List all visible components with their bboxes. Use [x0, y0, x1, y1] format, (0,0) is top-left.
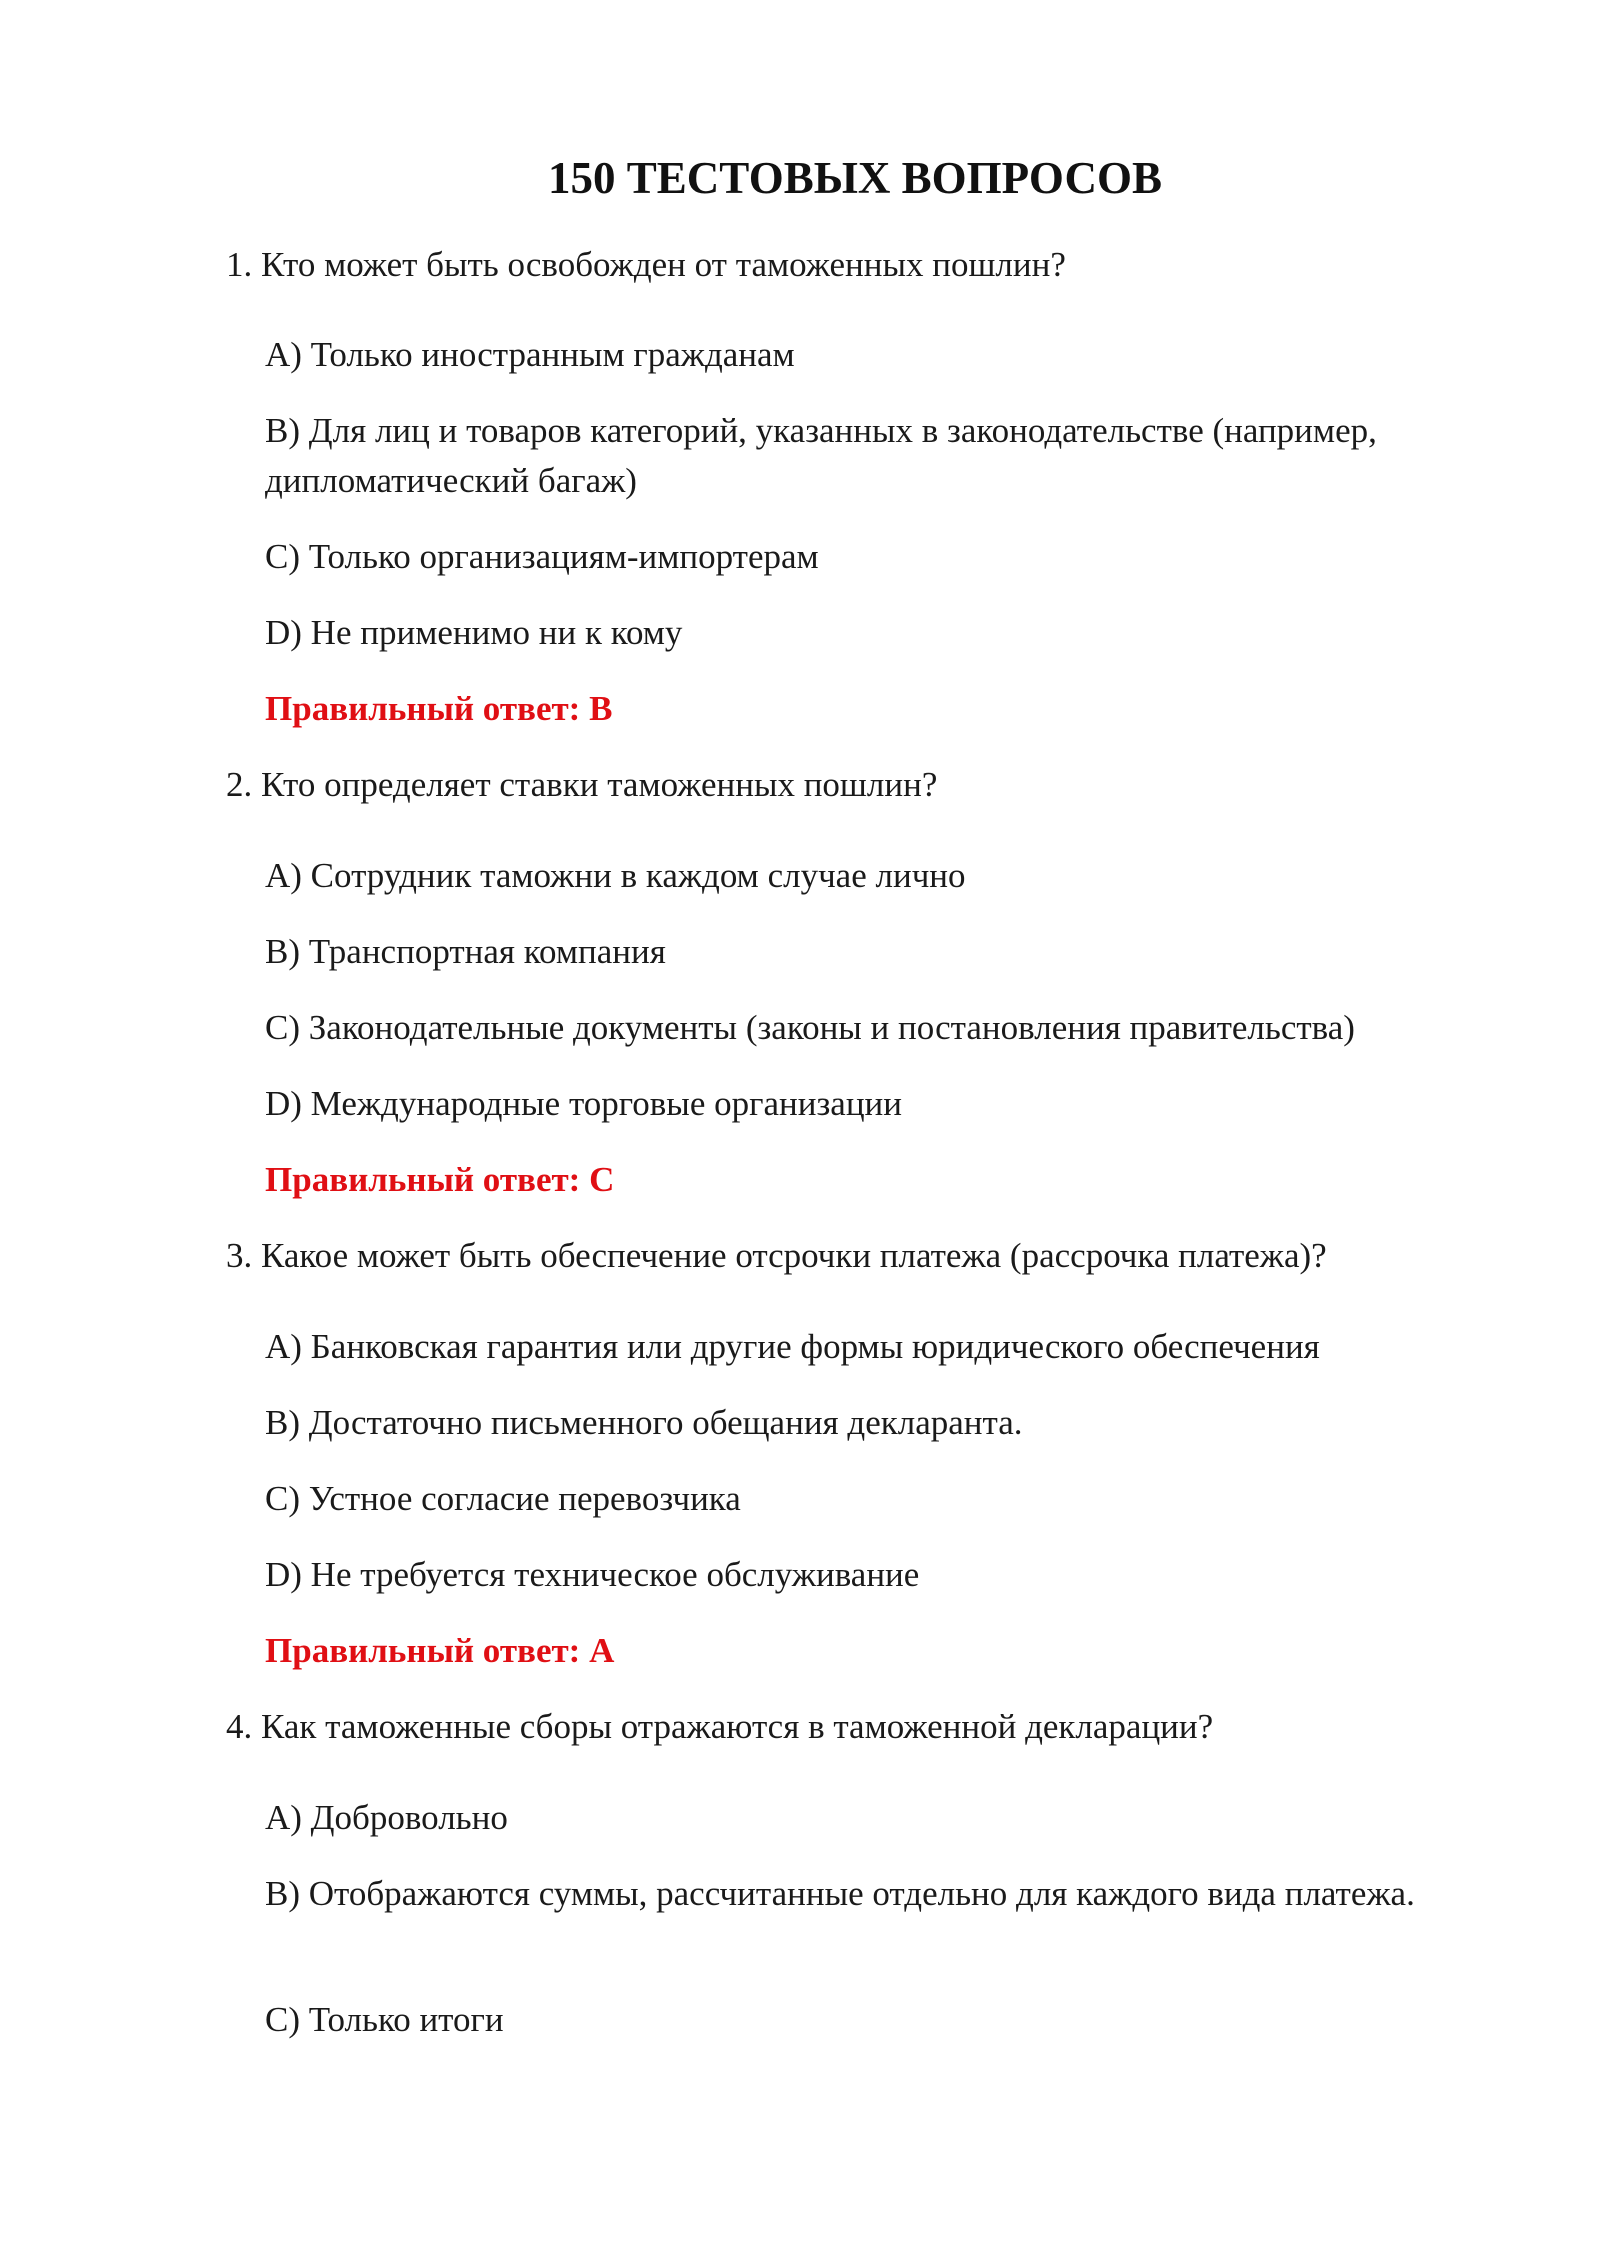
question-3-option-c: C) Устное согласие перевозчика: [265, 1479, 741, 1518]
question-2-option-a: A) Сотрудник таможни в каждом случае лично: [265, 856, 966, 895]
question-1-option-c: C) Только организациям-импортерам: [265, 537, 819, 576]
question-3-answer: Правильный ответ: A: [265, 1631, 615, 1670]
question-1-option-a: A) Только иностранным гражданам: [265, 335, 795, 374]
question-1-option-d: D) Не применимо ни к кому: [265, 613, 683, 652]
question-1-option-b: B) Для лиц и товаров категорий, указанных в законодательстве (например, дипломатический багаж): [265, 411, 1377, 500]
question-4-option-c: C) Только итоги: [265, 2000, 504, 2039]
question-2-answer: Правильный ответ: C: [265, 1160, 615, 1199]
question-2: 2. Кто определяет ставки таможенных пошлин?: [226, 765, 938, 804]
question-4-option-b: B) Отображаются суммы, рассчитанные отдельно для каждого вида платежа.: [265, 1874, 1415, 1913]
question-1: 1. Кто может быть освобожден от таможенных пошлин?: [226, 245, 1066, 284]
question-2-option-d: D) Международные торговые организации: [265, 1084, 903, 1123]
question-3-option-b: B) Достаточно письменного обещания декларанта.: [265, 1403, 1023, 1442]
question-2-option-b: B) Транспортная компания: [265, 932, 666, 971]
question-4: 4. Как таможенные сборы отражаются в таможенной декларации?: [226, 1707, 1214, 1746]
question-3-option-a: A) Банковская гарантия или другие формы юридического обеспечения: [265, 1327, 1320, 1366]
question-2-option-c: C) Законодательные документы (законы и постановления правительства): [265, 1008, 1355, 1047]
document-title: 150 ТЕСТОВЫХ ВОПРОСОВ: [548, 153, 1162, 203]
question-1-answer: Правильный ответ: B: [265, 689, 613, 728]
question-3-option-d: D) Не требуется техническое обслуживание: [265, 1555, 920, 1594]
question-3: 3. Какое может быть обеспечение отсрочки платежа (рассрочка платежа)?: [226, 1236, 1327, 1275]
question-4-option-a: A) Добровольно: [265, 1798, 508, 1837]
